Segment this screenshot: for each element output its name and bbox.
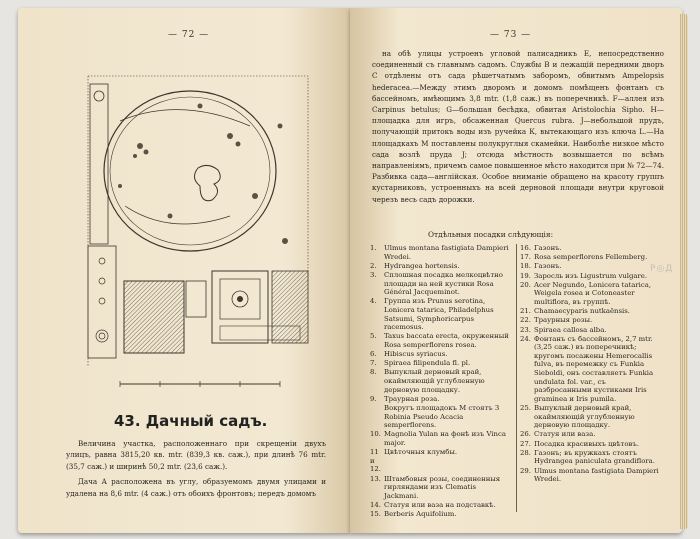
planting-text: Rosa semperflorens Fellemberg. [534,253,648,262]
planting-item [370,359,510,368]
planting-text: Сплошная посадка мелкоцвѣтно площади на ней кустики Rosa Général Jacqueminot. [384,270,503,297]
planting-text: Hydrangea hortensis. [384,261,460,270]
left-page [18,8,350,533]
planting-item [520,467,660,484]
planting-number [370,404,384,430]
planting-text: Заросль изъ Ligustrum vulgare. [534,271,648,280]
plantings-list [370,244,670,519]
figure-caption: 43. Дачный садъ. [114,412,268,430]
planting-number: 25. [520,404,531,413]
planting-text: Газонъ. [534,262,562,271]
planting-number: 11 и 12. [370,448,381,474]
planting-item [370,501,510,510]
paragraph: Дача А расположена въ углу, образуемомъ двумя улицами и удалена на 8,6 mtr. (4 саж.) отъ обоихъ фронтовъ; передъ домомъ [66,477,326,498]
planting-text: Ulmus montana fastigiata Dampieri Wredei. [384,244,509,261]
planting-number: 19. [520,271,531,280]
planting-item [370,271,510,297]
planting-number: 14. [370,500,381,509]
planting-number: 8. [370,368,377,377]
planting-text: Вокругъ площадокъ М стоятъ 3 Robinia Pseudo Acacia semperflorens. [384,404,500,430]
planting-number: 23. [520,325,531,334]
planting-item [520,272,660,281]
planting-number: 21. [520,307,531,316]
paragraph: на обѣ улицы устроенъ угловой палисадникъ Е, непосредственно соединенный съ главнымъ садомъ. Службы В и лежащій передними дворъ С отдѣлены отъ сада рѣшетчатымъ заборомъ, обвитымъ Ampelopsis hederacea.—Между этимъ дворомъ и домомъ помѣщенъ фонтанъ съ бассейномъ, имѣющимъ 3,8 mtr. (1,8 саж.) въ поперечникѣ. F—аллея изъ Carpinus betulus; G—большая бесѣдка, обвитая Aristolochia Sipho. H—площадка для игръ, обсаженная Quercus rubra. J—небольшой прудъ, получающій притокъ воды изъ ручейка К, вытекающаго изъ ключа L.—На площадкахъ М поставлены полукруглыя скамейки. Наиболѣе низкое мѣсто сада возлѣ пруда J; отсюда мѣстность возвышается по всѣмъ направленіямъ, причемъ самое повышенное мѣсто находится при № 72—74. Разбивка сада—англійская. Особое вниманіе обращено на красоту группъ кустарниковъ, устроенныхъ на всей дерновой площади внутри круговой черезъ весь садъ дорожки. [372,49,664,204]
planting-item [520,430,660,439]
planting-text: Фонтанъ съ бассейномъ, 2,7 mtr. (3,25 саж.) въ поперечникѣ; кругомъ посажены Hemerocallis fulva, въ перемежку съ Funkia Sieboldi, онъ составляетъ Funkia undulata fol. var., съ разбросанными кустиками Iris graminea и Iris pumila. [534,334,654,403]
planting-item [520,326,660,335]
planting-text: Spiraea callosa alba. [534,325,607,334]
planting-number: 2. [370,261,377,270]
planting-number: 7. [370,359,377,368]
planting-item [520,262,660,271]
planting-number: 16. [520,244,531,252]
planting-number: 22. [520,316,531,325]
planting-number: 6. [370,350,377,359]
planting-number: 15. [370,510,381,519]
planting-text: Berberis Aquifolium. [384,510,457,519]
planting-text: Цвѣточныя клумбы. [384,448,458,457]
planting-number: 13. [370,474,381,483]
planting-number: 24. [520,334,531,343]
column-divider [516,244,517,512]
planting-number: 20. [520,280,531,289]
planting-item [520,316,660,325]
planting-item [520,281,660,307]
page-number: — 72 — [168,30,210,40]
planting-text: Газонъ. [534,244,562,252]
planting-text: Траурная роза. [384,394,440,403]
planting-text: Посадка красивыхъ цвѣтовъ. [534,439,639,448]
planting-number: 18. [520,262,531,271]
planting-item [520,404,660,430]
planting-item [370,368,510,394]
plantings-heading: Отдѣльныя посадки слѣдующія: [428,230,554,239]
planting-number: 26. [520,430,531,439]
plantings-column-right [520,244,660,484]
garden-plan-illustration [80,66,312,398]
planting-number: 4. [370,297,377,306]
planting-number: 29. [520,466,531,475]
planting-text: Taxus baccata erecta, окруженный Rosa semperflorens rosea. [384,332,509,349]
planting-item [520,244,660,253]
planting-item [520,253,660,262]
planting-item [520,307,660,316]
right-body-text [372,48,664,205]
planting-item [370,448,510,474]
planting-item [520,449,660,466]
planting-item [370,350,510,359]
planting-text: Статуя или ваза. [534,430,596,439]
planting-text: Ulmus montana fastigiata Dampieri Wredei. [534,466,659,484]
planting-text: Статуя или ваза на подставкѣ. [384,500,496,509]
planting-item [370,332,510,349]
planting-text: Газонъ; въ кружкахъ стоятъ Hydrangea paniculata grandiflora. [534,448,655,466]
planting-text: Траурныя розы. [534,316,593,325]
watermark-logo: Р◎Д [650,264,674,274]
planting-text: Штамбовыя розы, соединенныя гирляндами изъ Clematis Jackmani. [384,474,501,500]
planting-item [370,244,510,261]
planting-number: 10. [370,430,381,439]
planting-number: 5. [370,332,377,341]
planting-item [370,395,510,404]
planting-item [520,335,660,404]
planting-number: 3. [370,270,377,279]
planting-number: 17. [520,253,531,262]
page-number: — 73 — [490,30,532,40]
planting-text: Группа изъ Prunus serotina, Lonicera tatarica, Philadelphus Satsumi, Symphoricarpus racemosus. [384,297,494,332]
planting-number: 9. [370,394,377,403]
left-body-text [66,438,326,503]
open-book [18,8,682,533]
planting-item [370,297,510,331]
planting-number: 27. [520,439,531,448]
planting-item [370,404,510,430]
planting-text: Magnolia Yulan на фонѣ изъ Vinca major. [384,430,506,447]
planting-text: Spiraea filipendula fl. pl. [384,359,471,368]
planting-item [370,475,510,501]
planting-item [370,510,510,519]
planting-item [370,262,510,271]
paragraph: Величина участка, расположеннаго при скрещеніи двухъ улицъ, равна 3815,20 кв. mtr. (839,3 кв. саж.), при длинѣ 76 mtr. (35,7 саж.) и ширинѣ 50,2 mtr. (23,6 саж.). [66,439,326,471]
planting-text: Hibiscus syriacus. [384,350,448,359]
planting-number: 28. [520,448,531,457]
planting-item [520,440,660,449]
planting-item [370,430,510,447]
planting-text: Выпуклый дерновый край, окаймляющій углубленную дерновую площадку. [384,368,485,394]
planting-text: Выпуклый дерновый край, окаймляющій углубленную дерновую площадку. [534,404,635,430]
planting-text: Chamaecyparis nutkaënsis. [534,307,630,316]
page-edge [680,14,688,529]
right-page [350,8,682,533]
plantings-column-left [370,244,510,519]
planting-text: Acer Negundo, Lonicera tatarica, Weigela rosea и Cotoneaster multiflora, въ группѣ. [534,280,652,306]
planting-number: 1. [370,244,377,252]
